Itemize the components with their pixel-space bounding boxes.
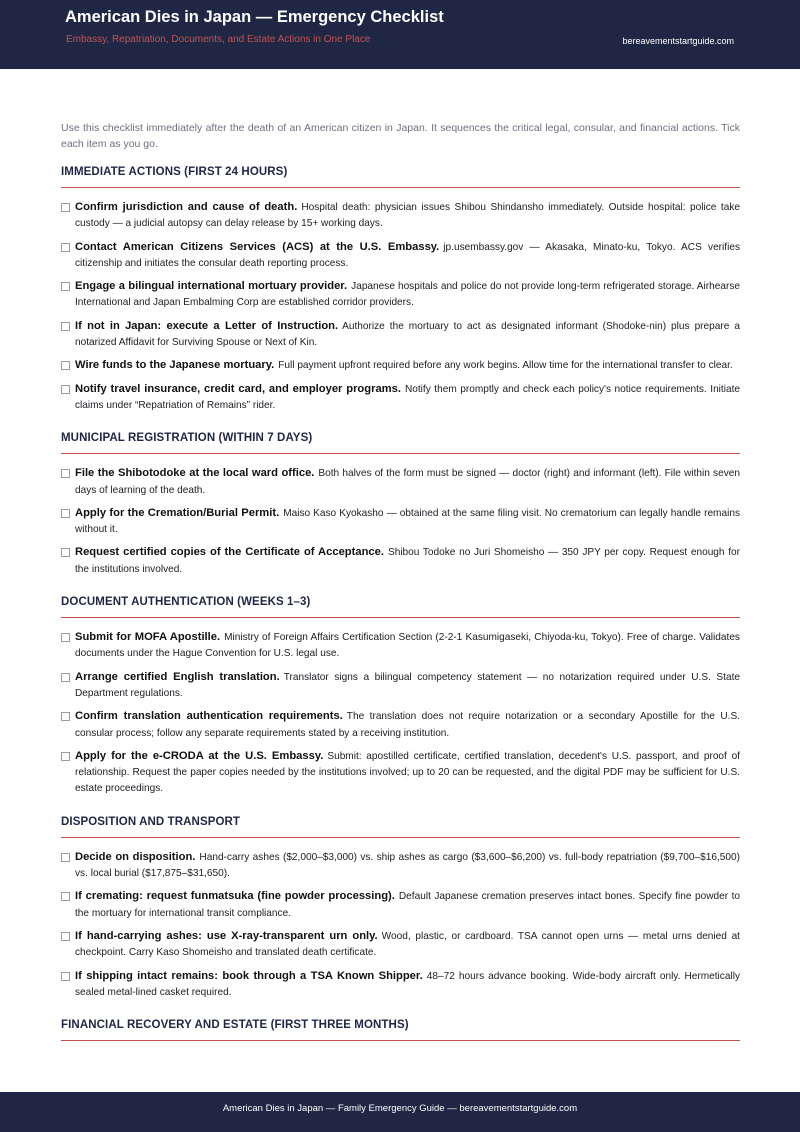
item-description: Wood, plastic, or cardboard. TSA cannot open urns — metal urns denied at checkpoint. Carry Kaso Shomeisho and translated death certificate. xyxy=(75,930,740,959)
checkbox[interactable] xyxy=(61,673,70,682)
item-title: Confirm translation authentication requirements. xyxy=(75,710,343,723)
checkbox[interactable] xyxy=(61,361,70,370)
item-description: jp.usembassy.gov — Akasaka, Minato-ku, Tokyo. ACS verifies citizenship and initiates the consular death reporting process. xyxy=(75,241,740,269)
item-title: Apply for the Cremation/Burial Permit. xyxy=(75,506,280,519)
item-title: File the Shibotodoke at the local ward office. xyxy=(75,467,315,480)
item-description: 48–72 hours advance booking. Wide-body aircraft only. Hermetically sealed metal-lined casket required. xyxy=(75,970,740,998)
item-title: If shipping intact remains: book through a TSA Known Shipper. xyxy=(75,969,423,982)
checkbox[interactable] xyxy=(61,633,70,642)
checklist-item xyxy=(61,381,740,415)
item-title: Request certified copies of the Certificate of Acceptance. xyxy=(75,546,384,559)
checklist-content xyxy=(61,120,740,1052)
item-title: Decide on disposition. xyxy=(75,850,196,863)
page-header xyxy=(0,0,800,69)
item-title: If cremating: request funmatsuka (fine powder processing). xyxy=(75,890,395,903)
checkbox[interactable] xyxy=(61,752,70,761)
checkbox[interactable] xyxy=(61,509,70,518)
checkbox[interactable] xyxy=(61,282,70,291)
checkbox[interactable] xyxy=(61,203,70,212)
checklist-item xyxy=(61,928,740,962)
checklist-item xyxy=(61,278,740,312)
checklist-item xyxy=(61,239,740,273)
checkbox[interactable] xyxy=(61,548,70,557)
item-title: Contact American Citizens Services (ACS) at the U.S. Embassy. xyxy=(75,240,440,253)
item-description: Full payment upfront required before any work begins. Allow time for the international transfer to clear. xyxy=(278,360,733,372)
checklist-item xyxy=(61,199,740,233)
checklist-item xyxy=(61,968,740,1002)
checklist-sections xyxy=(61,166,740,1041)
item-description: Hand-carry ashes ($2,000–$3,000) vs. ship ashes as cargo ($3,600–$6,200) vs. full-body repatriation ($9,700–$16,500) vs. local burial ($17,875–$31,650). xyxy=(75,851,740,880)
item-description: The translation does not require notarization or a secondary Apostille for the U.S. consular process; follow any separate requirements stated by a receiving institution. xyxy=(75,711,740,739)
item-description: Authorize the mortuary to act as designated informant (Shodoke-nin) plus prepare a notarized Affidavit for Surviving Spouse or Next of Kin. xyxy=(75,320,740,349)
section-title: MUNICIPAL REGISTRATION (WITHIN 7 DAYS) xyxy=(61,432,740,454)
item-title: Confirm jurisdiction and cause of death. xyxy=(75,201,298,213)
item-description: Ministry of Foreign Affairs Certification Section (2-2-1 Kasumigaseki, Chiyoda-ku, Tokyo). Free of charge. Validates documents under the Hague Convention for U.S. legal use. xyxy=(75,632,740,660)
item-description: Hospital death: physician issues Shibou Shindansho immediately. Outside hospital: police take custody — a judicial autopsy can delay release by 15+ working days. xyxy=(75,202,740,230)
checkbox[interactable] xyxy=(61,469,70,478)
item-title: Submit for MOFA Apostille. xyxy=(75,631,221,644)
checklist-item xyxy=(61,357,740,374)
item-title: Arrange certified English translation. xyxy=(75,670,280,683)
item-title: Engage a bilingual international mortuary provider. xyxy=(75,280,348,293)
item-title: If not in Japan: execute a Letter of Instruction. xyxy=(75,319,339,332)
checkbox[interactable] xyxy=(61,322,70,331)
checkbox[interactable] xyxy=(61,712,70,721)
item-description: Japanese hospitals and police do not provide long-term refrigerated storage. Airhearse International and Japan Embalming Corp are established corridor providers. xyxy=(75,281,740,309)
section-title: IMMEDIATE ACTIONS (FIRST 24 HOURS) xyxy=(61,166,740,188)
checklist-item xyxy=(61,888,740,922)
checkbox[interactable] xyxy=(61,243,70,252)
checkbox[interactable] xyxy=(61,385,70,394)
checkbox[interactable] xyxy=(61,853,70,862)
checklist-item xyxy=(61,318,740,352)
page-title: American Dies in Japan — Emergency Checklist xyxy=(65,8,444,26)
item-description: Submit: apostilled certificate, certified translation, decedent's U.S. passport, and proof of relationship. Request the paper copies needed by the institutions involved; up to 20 can be requested, and the digital PDF may be sufficient for U.S. estate proceedings. xyxy=(75,750,740,795)
header-site-link[interactable]: bereavementstartguide.com xyxy=(622,36,734,46)
page-footer xyxy=(0,1092,800,1132)
checklist-item xyxy=(61,669,740,703)
checklist-item xyxy=(61,748,740,798)
checkbox[interactable] xyxy=(61,932,70,941)
checklist-item xyxy=(61,849,740,883)
item-description: Translator signs a bilingual competency statement — no notarization required under U.S. State Department regulations. xyxy=(75,671,740,699)
checklist-item xyxy=(61,465,740,499)
checklist-item xyxy=(61,544,740,578)
intro-text: Use this checklist immediately after the death of an American citizen in Japan. It sequences the critical legal, consular, and financial actions. Tick each item as you go. xyxy=(61,122,740,150)
item-description: Shibou Todoke no Juri Shomeisho — 350 JPY per copy. Request enough for the institutions involved. xyxy=(75,547,740,575)
item-title: Notify travel insurance, credit card, and employer programs. xyxy=(75,382,401,395)
checklist-item xyxy=(61,629,740,663)
footer-text: American Dies in Japan — Family Emergency Guide — bereavementstartguide.com xyxy=(222,1103,578,1114)
checkbox[interactable] xyxy=(61,892,70,901)
checkbox[interactable] xyxy=(61,972,70,981)
item-description: Default Japanese cremation preserves intact bones. Specify fine powder to the mortuary for international transit compliance. xyxy=(75,891,740,919)
item-title: If hand-carrying ashes: use X-ray-transparent urn only. xyxy=(75,929,378,942)
section-title: DOCUMENT AUTHENTICATION (WEEKS 1–3) xyxy=(61,596,740,618)
item-title: Apply for the e-CRODA at the U.S. Embassy. xyxy=(75,749,324,762)
item-description: Maiso Kaso Kyokasho — obtained at the same filing visit. No crematorium can legally handle remains without it. xyxy=(75,507,740,536)
item-description: Notify them promptly and check each policy's notice requirements. Initiate claims under “Repatriation of Remains” rider. xyxy=(75,383,740,411)
item-title: Wire funds to the Japanese mortuary. xyxy=(75,359,275,372)
section-title: FINANCIAL RECOVERY AND ESTATE (FIRST THREE MONTHS) xyxy=(61,1019,740,1041)
checklist-item xyxy=(61,708,740,742)
section-title: DISPOSITION AND TRANSPORT xyxy=(61,816,740,838)
checklist-item xyxy=(61,505,740,539)
item-description: Both halves of the form must be signed — doctor (right) and informant (left). File within seven days of learning of the death. xyxy=(75,468,740,496)
page-subtitle: Embassy, Repatriation, Documents, and Estate Actions in One Place xyxy=(66,34,371,45)
